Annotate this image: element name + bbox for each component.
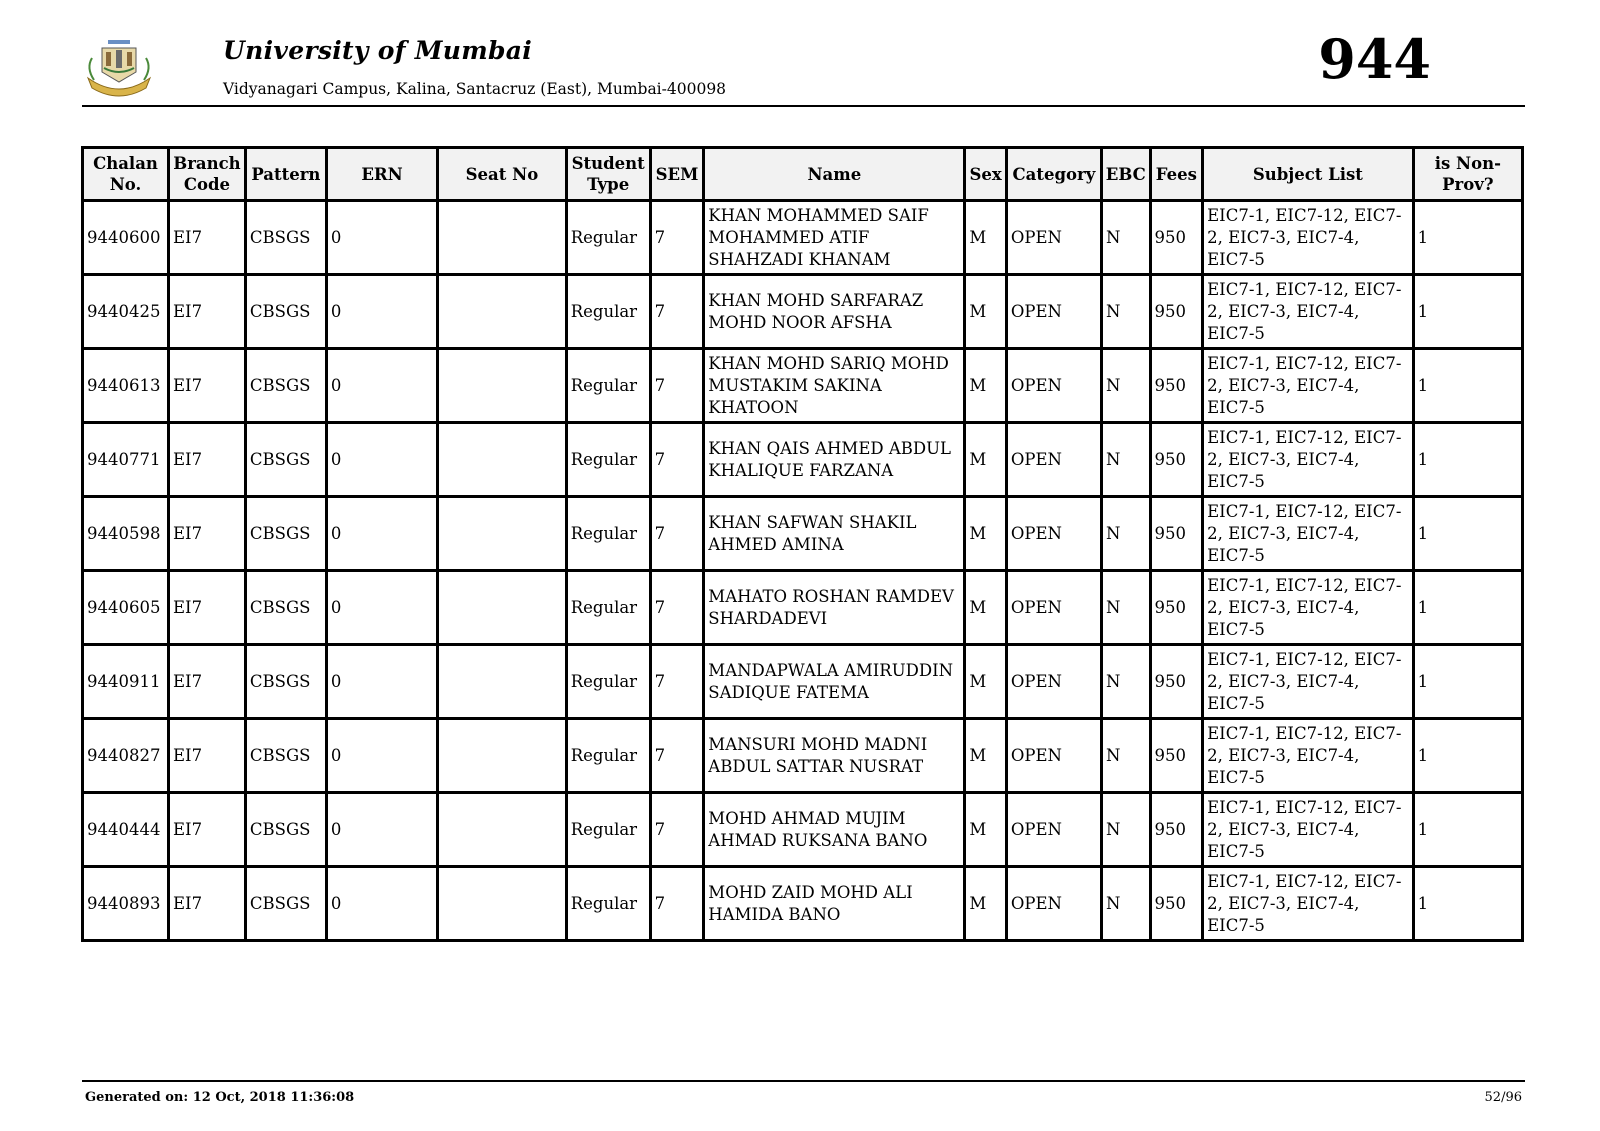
student-records-table <box>81 146 1524 942</box>
cell-subject-list: EIC7-1, EIC7-12, EIC7-2, EIC7-3, EIC7-4, EIC7-5 <box>1203 497 1413 571</box>
cell-is-non-prov: 1 <box>1413 793 1522 867</box>
cell-student-type: Regular <box>566 423 650 497</box>
cell-sem: 7 <box>650 497 704 571</box>
table-row <box>83 201 1523 275</box>
cell-pattern: CBSGS <box>245 423 326 497</box>
cell-chalan-no: 9440893 <box>83 867 169 941</box>
cell-student-type: Regular <box>566 645 650 719</box>
cell-name: MANDAPWALA AMIRUDDIN SADIQUE FATEMA <box>704 645 965 719</box>
cell-name: MANSURI MOHD MADNI ABDUL SATTAR NUSRAT <box>704 719 965 793</box>
cell-seat-no <box>438 793 567 867</box>
cell-pattern: CBSGS <box>245 793 326 867</box>
cell-fees: 950 <box>1150 571 1203 645</box>
cell-subject-list: EIC7-1, EIC7-12, EIC7-2, EIC7-3, EIC7-4, EIC7-5 <box>1203 201 1413 275</box>
cell-name: MOHD ZAID MOHD ALI HAMIDA BANO <box>704 867 965 941</box>
cell-ern: 0 <box>326 571 437 645</box>
cell-category: OPEN <box>1006 497 1101 571</box>
col-ern: ERN <box>326 148 437 201</box>
cell-fees: 950 <box>1150 349 1203 423</box>
cell-name: KHAN QAIS AHMED ABDUL KHALIQUE FARZANA <box>704 423 965 497</box>
cell-sex: M <box>965 349 1006 423</box>
cell-ern: 0 <box>326 793 437 867</box>
cell-ebc: N <box>1101 645 1150 719</box>
cell-name: KHAN MOHAMMED SAIF MOHAMMED ATIF SHAHZADI KHANAM <box>704 201 965 275</box>
cell-chalan-no: 9440911 <box>83 645 169 719</box>
cell-is-non-prov: 1 <box>1413 571 1522 645</box>
col-seat-no: Seat No <box>438 148 567 201</box>
cell-category: OPEN <box>1006 423 1101 497</box>
cell-branch-code: EI7 <box>169 201 246 275</box>
table-row <box>83 867 1523 941</box>
table-row <box>83 793 1523 867</box>
cell-sex: M <box>965 275 1006 349</box>
cell-fees: 950 <box>1150 867 1203 941</box>
cell-ebc: N <box>1101 275 1150 349</box>
col-category: Category <box>1006 148 1101 201</box>
cell-sem: 7 <box>650 201 704 275</box>
cell-ebc: N <box>1101 423 1150 497</box>
cell-seat-no <box>438 423 567 497</box>
cell-student-type: Regular <box>566 571 650 645</box>
cell-subject-list: EIC7-1, EIC7-12, EIC7-2, EIC7-3, EIC7-4, EIC7-5 <box>1203 645 1413 719</box>
cell-seat-no <box>438 275 567 349</box>
col-pattern: Pattern <box>245 148 326 201</box>
cell-category: OPEN <box>1006 867 1101 941</box>
cell-sem: 7 <box>650 793 704 867</box>
cell-seat-no <box>438 867 567 941</box>
cell-sex: M <box>965 645 1006 719</box>
cell-chalan-no: 9440598 <box>83 497 169 571</box>
table-header-row <box>83 148 1523 201</box>
cell-chalan-no: 9440600 <box>83 201 169 275</box>
cell-sem: 7 <box>650 645 704 719</box>
cell-pattern: CBSGS <box>245 645 326 719</box>
cell-fees: 950 <box>1150 275 1203 349</box>
cell-ern: 0 <box>326 201 437 275</box>
cell-is-non-prov: 1 <box>1413 867 1522 941</box>
cell-ebc: N <box>1101 571 1150 645</box>
table-row <box>83 571 1523 645</box>
cell-sex: M <box>965 497 1006 571</box>
col-sex: Sex <box>965 148 1006 201</box>
cell-is-non-prov: 1 <box>1413 349 1522 423</box>
cell-student-type: Regular <box>566 275 650 349</box>
cell-sem: 7 <box>650 275 704 349</box>
cell-seat-no <box>438 497 567 571</box>
cell-name: KHAN MOHD SARFARAZ MOHD NOOR AFSHA <box>704 275 965 349</box>
cell-pattern: CBSGS <box>245 719 326 793</box>
cell-branch-code: EI7 <box>169 497 246 571</box>
cell-chalan-no: 9440605 <box>83 571 169 645</box>
cell-chalan-no: 9440771 <box>83 423 169 497</box>
cell-sex: M <box>965 793 1006 867</box>
cell-pattern: CBSGS <box>245 275 326 349</box>
col-student-type: Student Type <box>566 148 650 201</box>
cell-is-non-prov: 1 <box>1413 423 1522 497</box>
cell-sem: 7 <box>650 571 704 645</box>
cell-seat-no <box>438 349 567 423</box>
cell-sem: 7 <box>650 867 704 941</box>
cell-branch-code: EI7 <box>169 793 246 867</box>
col-name: Name <box>704 148 965 201</box>
cell-ern: 0 <box>326 423 437 497</box>
cell-category: OPEN <box>1006 349 1101 423</box>
cell-sem: 7 <box>650 423 704 497</box>
cell-category: OPEN <box>1006 571 1101 645</box>
table-row <box>83 423 1523 497</box>
page-footer <box>82 1080 1525 1105</box>
cell-ebc: N <box>1101 497 1150 571</box>
cell-category: OPEN <box>1006 793 1101 867</box>
cell-ern: 0 <box>326 719 437 793</box>
cell-is-non-prov: 1 <box>1413 497 1522 571</box>
page-header <box>82 28 1525 107</box>
cell-name: MOHD AHMAD MUJIM AHMAD RUKSANA BANO <box>704 793 965 867</box>
cell-subject-list: EIC7-1, EIC7-12, EIC7-2, EIC7-3, EIC7-4, EIC7-5 <box>1203 571 1413 645</box>
cell-ebc: N <box>1101 719 1150 793</box>
page-number: 52/96 <box>1484 1090 1522 1105</box>
generated-timestamp: Generated on: 12 Oct, 2018 11:36:08 <box>85 1090 355 1105</box>
cell-category: OPEN <box>1006 201 1101 275</box>
cell-chalan-no: 9440425 <box>83 275 169 349</box>
col-branch-code: Branch Code <box>169 148 246 201</box>
cell-seat-no <box>438 645 567 719</box>
cell-chalan-no: 9440613 <box>83 349 169 423</box>
cell-pattern: CBSGS <box>245 497 326 571</box>
cell-is-non-prov: 1 <box>1413 275 1522 349</box>
cell-branch-code: EI7 <box>169 867 246 941</box>
cell-name: MAHATO ROSHAN RAMDEV SHARDADEVI <box>704 571 965 645</box>
cell-seat-no <box>438 719 567 793</box>
cell-ern: 0 <box>326 275 437 349</box>
table-row <box>83 497 1523 571</box>
cell-sex: M <box>965 571 1006 645</box>
table-row <box>83 719 1523 793</box>
cell-seat-no <box>438 571 567 645</box>
cell-student-type: Regular <box>566 867 650 941</box>
cell-branch-code: EI7 <box>169 571 246 645</box>
col-fees: Fees <box>1150 148 1203 201</box>
cell-category: OPEN <box>1006 275 1101 349</box>
cell-fees: 950 <box>1150 793 1203 867</box>
cell-student-type: Regular <box>566 201 650 275</box>
cell-fees: 950 <box>1150 645 1203 719</box>
cell-branch-code: EI7 <box>169 423 246 497</box>
cell-sex: M <box>965 719 1006 793</box>
col-is-non-prov: is Non-Prov? <box>1413 148 1522 201</box>
col-sem: SEM <box>650 148 704 201</box>
cell-sex: M <box>965 867 1006 941</box>
cell-ern: 0 <box>326 867 437 941</box>
cell-subject-list: EIC7-1, EIC7-12, EIC7-2, EIC7-3, EIC7-4, EIC7-5 <box>1203 423 1413 497</box>
cell-sem: 7 <box>650 719 704 793</box>
cell-subject-list: EIC7-1, EIC7-12, EIC7-2, EIC7-3, EIC7-4, EIC7-5 <box>1203 719 1413 793</box>
cell-is-non-prov: 1 <box>1413 201 1522 275</box>
cell-pattern: CBSGS <box>245 349 326 423</box>
university-seal-icon <box>82 38 156 98</box>
university-address: Vidyanagari Campus, Kalina, Santacruz (East), Mumbai-400098 <box>223 80 727 98</box>
col-ebc: EBC <box>1101 148 1150 201</box>
cell-ern: 0 <box>326 349 437 423</box>
page-code: 944 <box>1318 27 1431 91</box>
cell-branch-code: EI7 <box>169 719 246 793</box>
table-row <box>83 645 1523 719</box>
cell-subject-list: EIC7-1, EIC7-12, EIC7-2, EIC7-3, EIC7-4, EIC7-5 <box>1203 867 1413 941</box>
table-row <box>83 349 1523 423</box>
cell-ebc: N <box>1101 867 1150 941</box>
cell-student-type: Regular <box>566 793 650 867</box>
col-chalan-no: Chalan No. <box>83 148 169 201</box>
cell-branch-code: EI7 <box>169 349 246 423</box>
cell-ern: 0 <box>326 645 437 719</box>
cell-subject-list: EIC7-1, EIC7-12, EIC7-2, EIC7-3, EIC7-4, EIC7-5 <box>1203 275 1413 349</box>
cell-chalan-no: 9440444 <box>83 793 169 867</box>
cell-chalan-no: 9440827 <box>83 719 169 793</box>
cell-is-non-prov: 1 <box>1413 719 1522 793</box>
cell-fees: 950 <box>1150 201 1203 275</box>
cell-category: OPEN <box>1006 645 1101 719</box>
cell-branch-code: EI7 <box>169 275 246 349</box>
cell-pattern: CBSGS <box>245 571 326 645</box>
cell-is-non-prov: 1 <box>1413 645 1522 719</box>
cell-fees: 950 <box>1150 497 1203 571</box>
cell-student-type: Regular <box>566 497 650 571</box>
table-row <box>83 275 1523 349</box>
cell-sex: M <box>965 201 1006 275</box>
university-name: University of Mumbai <box>223 36 533 65</box>
cell-subject-list: EIC7-1, EIC7-12, EIC7-2, EIC7-3, EIC7-4, EIC7-5 <box>1203 793 1413 867</box>
cell-pattern: CBSGS <box>245 201 326 275</box>
cell-sex: M <box>965 423 1006 497</box>
cell-fees: 950 <box>1150 719 1203 793</box>
cell-fees: 950 <box>1150 423 1203 497</box>
table-body <box>83 201 1523 941</box>
cell-ern: 0 <box>326 497 437 571</box>
cell-ebc: N <box>1101 793 1150 867</box>
cell-pattern: CBSGS <box>245 867 326 941</box>
cell-name: KHAN MOHD SARIQ MOHD MUSTAKIM SAKINA KHATOON <box>704 349 965 423</box>
cell-student-type: Regular <box>566 349 650 423</box>
col-subject-list: Subject List <box>1203 148 1413 201</box>
cell-subject-list: EIC7-1, EIC7-12, EIC7-2, EIC7-3, EIC7-4, EIC7-5 <box>1203 349 1413 423</box>
cell-ebc: N <box>1101 349 1150 423</box>
cell-sem: 7 <box>650 349 704 423</box>
cell-name: KHAN SAFWAN SHAKIL AHMED AMINA <box>704 497 965 571</box>
cell-seat-no <box>438 201 567 275</box>
cell-ebc: N <box>1101 201 1150 275</box>
cell-branch-code: EI7 <box>169 645 246 719</box>
cell-category: OPEN <box>1006 719 1101 793</box>
cell-student-type: Regular <box>566 719 650 793</box>
